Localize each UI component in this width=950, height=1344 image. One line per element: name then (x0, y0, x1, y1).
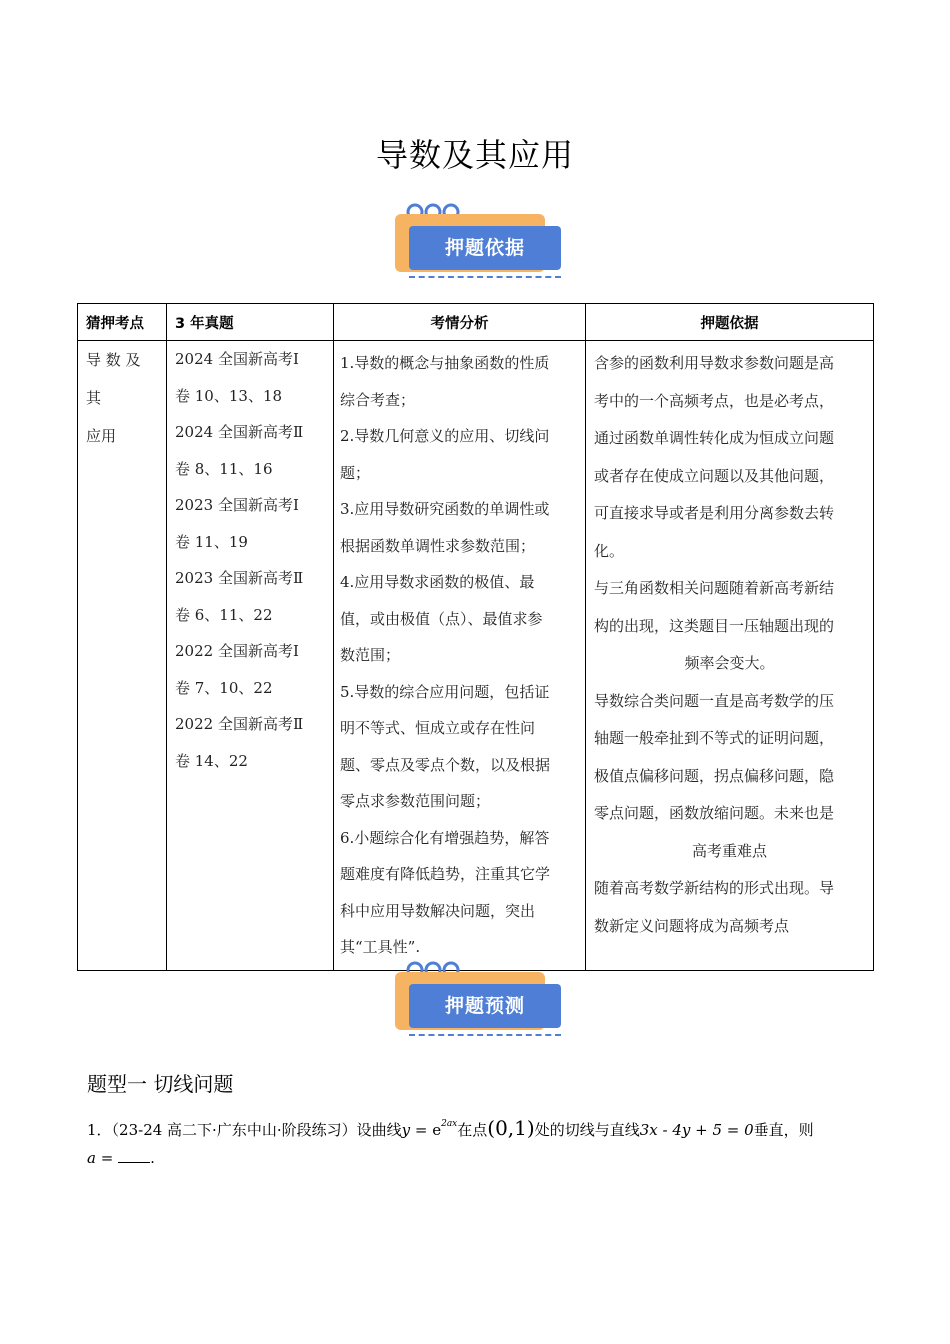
table-header-row (78, 304, 874, 341)
header-zhenti: 3 年真题 (167, 304, 334, 341)
line: 导 数 及 其 (86, 351, 141, 407)
question-source: （23-24 高二下·广东中山·阶段练习） (111, 1121, 357, 1139)
line: 4.应用导数求函数的极值、最 (340, 573, 535, 591)
line: 5.导数的综合应用问题，包括证 (340, 682, 550, 701)
line: 导数综合类问题一直是高考数学的压 (594, 691, 835, 710)
line: 考中的一个高频考点，也是必考点， (594, 391, 835, 410)
question-text: 处的切线与直线 (534, 1121, 640, 1139)
line: 3.应用导数研究函数的单调性或 (340, 500, 550, 518)
line: 卷 14、22 (175, 751, 248, 770)
line: 卷 10、13、18 (175, 386, 283, 405)
line: 高考重难点 (691, 841, 767, 860)
line: 应用 (86, 427, 117, 445)
section-title: 题型一 切线问题 (87, 1072, 234, 1096)
line: 卷 8、11、16 (175, 459, 273, 478)
line: 或者存在使成立问题以及其他问题， (594, 466, 835, 485)
line: 2023 全国新高考Ⅰ (175, 496, 299, 514)
cell-yiju (586, 341, 874, 971)
line: 随着高考数学新结构的形式出现。导 (594, 879, 835, 897)
line: 数范围； (340, 646, 401, 664)
line: 其“工具性”. (340, 938, 421, 956)
banner-yati-yuce (393, 958, 563, 1042)
line: 与三角函数相关问题随着新高考新结 (594, 579, 835, 597)
page-title: 导数及其应用 (375, 136, 574, 174)
question-text: 垂直，则 (753, 1121, 814, 1139)
line: 2.导数几何意义的应用、切线问 (340, 427, 550, 445)
line-equation: 3x - 4y + 5 = 0 (639, 1121, 754, 1139)
header-kaodian: 猜押考点 (78, 304, 167, 341)
cell-zhenti (167, 341, 334, 971)
line: 题； (340, 463, 371, 482)
answer-eq: = (95, 1149, 119, 1167)
math-var: y (401, 1121, 411, 1139)
question-end: . (150, 1149, 155, 1167)
line: 明不等式、恒成立或存在性问 (340, 719, 536, 737)
line: 轴题一般牵扯到不等式的证明问题， (594, 729, 835, 747)
line: 6.小题综合化有增强趋势，解答 (340, 828, 550, 847)
line: 2022 全国新高考Ⅰ (175, 642, 299, 660)
point: (0,1) (487, 1116, 535, 1140)
line: 化。 (594, 541, 625, 560)
line: 数新定义问题将成为高频考点 (594, 916, 790, 935)
line: 综合考查； (340, 390, 416, 409)
header-fenxi: 考情分析 (334, 304, 586, 341)
line: 值，或由极值（点）、最值求参 (340, 609, 543, 628)
line: 2024 全国新高考Ⅰ (175, 350, 299, 368)
math-exponent: 2ax (441, 1119, 458, 1129)
line: 构的出现，这类题目一压轴题出现的 (594, 616, 835, 635)
math-eq: = e (410, 1121, 442, 1139)
line: 2024 全国新高考Ⅱ (175, 423, 304, 441)
banner-label: 押题预测 (409, 984, 561, 1028)
curve-equation (402, 1121, 458, 1139)
question-text: 设曲线 (356, 1121, 402, 1139)
banner-yati-yiju (393, 200, 563, 284)
line: 零点求参数范围问题； (340, 792, 491, 810)
header-yiju: 押题依据 (586, 304, 874, 341)
line: 2022 全国新高考Ⅱ (175, 715, 304, 733)
cell-kaodian (78, 341, 167, 971)
line: 题难度有降低趋势，注重其它学 (340, 865, 551, 883)
line: 可直接求导或者是利用分离参数去转 (594, 504, 835, 522)
line: 2023 全国新高考Ⅱ (175, 569, 304, 587)
line: 卷 6、11、22 (175, 605, 273, 624)
line: 极值点偏移问题，拐点偏移问题，隐 (594, 766, 835, 785)
line: 卷 7、10、22 (175, 678, 273, 697)
answer-var: a (87, 1149, 96, 1167)
line: 1.导数的概念与抽象函数的性质 (340, 354, 550, 372)
question-text: 在点 (457, 1121, 488, 1139)
question-1 (87, 1110, 877, 1172)
line: 根据函数单调性求参数范围； (340, 536, 536, 555)
table-row (78, 341, 874, 971)
cell-fenxi (334, 341, 586, 971)
banner-label: 押题依据 (409, 226, 561, 270)
line: 零点问题，函数放缩问题。未来也是 (594, 804, 835, 822)
exam-analysis-table (77, 303, 874, 971)
line: 卷 11、19 (175, 532, 248, 551)
line: 通过函数单调性转化成为恒成立问题 (594, 429, 835, 447)
answer-blank[interactable] (118, 1148, 150, 1163)
line: 含参的函数利用导数求参数问题是高 (594, 354, 835, 372)
line: 频率会变大。 (684, 654, 775, 672)
line: 题、零点及零点个数，以及根据 (340, 755, 551, 774)
question-number: 1． (87, 1121, 112, 1139)
line: 科中应用导数解决问题，突出 (340, 901, 536, 920)
